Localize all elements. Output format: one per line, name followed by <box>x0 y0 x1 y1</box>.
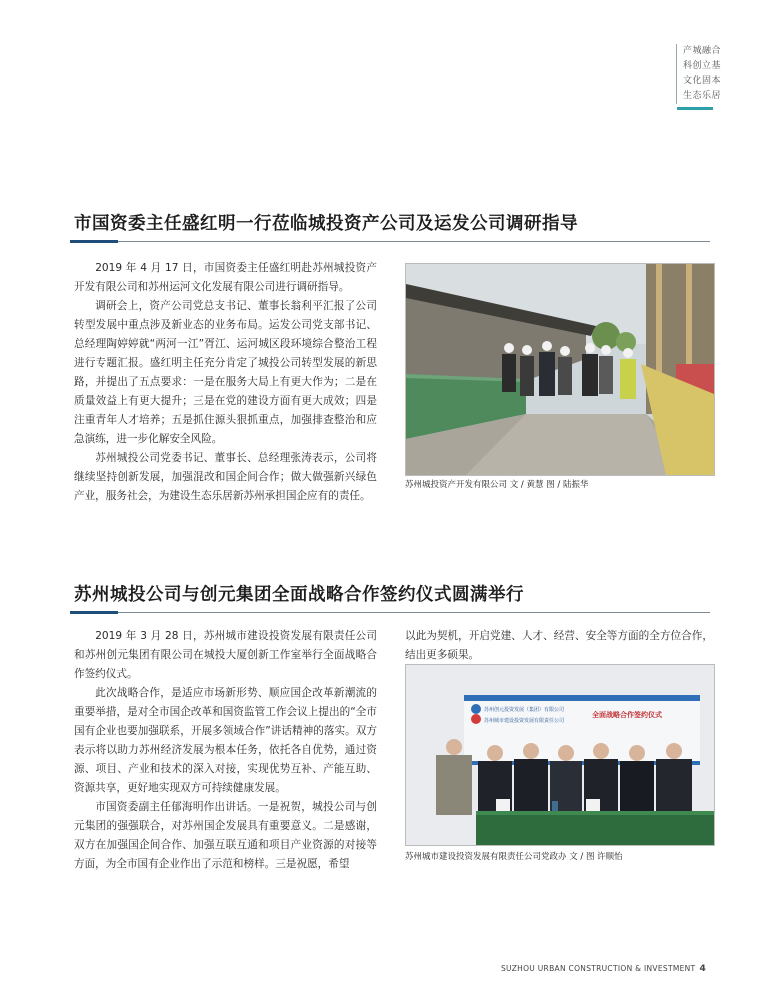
slogan-item: 产城融合 <box>683 46 722 56</box>
page-number: 4 <box>699 964 706 974</box>
signing-ceremony-image <box>406 665 714 845</box>
article2-divider <box>70 612 710 613</box>
slogan-accent-bar <box>677 107 713 110</box>
article2-paragraph: 市国资委副主任郁海明作出讲话。一是祝贺，城投公司与创元集团的强强联合，对苏州国企发展具有重要意义。二是感谢，双方在加强国企间合作、加强互联互通和项目产业资源的对接等方面，为全市国有企业作出了示范和榜样。三是祝愿，希望 <box>74 801 377 870</box>
article1-accent-bar <box>70 240 118 243</box>
article2-paragraph: 2019 年 3 月 28 日，苏州城市建设投资发展有限责任公司和苏州创元集团有限公司在城投大厦创新工作室举行全面战略合作签约仪式。 <box>74 630 377 680</box>
article1-caption: 苏州城投资产开发有限公司 文 / 黄慧 图 / 陆振华 <box>405 480 589 490</box>
article1-paragraph: 调研会上，资产公司党总支书记、董事长翁利平汇报了公司转型发展中重点涉及新业态的业务布局。运发公司党支部书记、总经理陶婷婷就“两河一江”胥江、运河城区段环境综合整治工程进行专题汇报。盛红明主任充分肯定了城投公司转型发展的新思路，并提出了五点要求：一是在服务大局上有更大作为；二是在质量效益上有更大提升；三是在党的建设方面有更大成效；四是注重青年人才培养；五是抓住源头狠抓重点，加强排查整治和应急演练，进一步化解安全风险。 <box>74 300 377 445</box>
banner-line1: 苏州创元投资发展（集团）有限公司 <box>484 707 565 713</box>
banner-line2: 苏州城市建设投资发展有限责任公司 <box>484 718 565 724</box>
footer-magazine-name: SUZHOU URBAN CONSTRUCTION & INVESTMENT <box>501 964 696 973</box>
article1-divider <box>70 241 710 242</box>
article2-body-right <box>405 627 713 665</box>
article2-body-left <box>74 627 377 874</box>
inspection-scene-image <box>406 264 714 475</box>
article1-photo <box>405 263 715 476</box>
article1-paragraph: 2019 年 4 月 17 日，市国资委主任盛红明赴苏州城投资产开发有限公司和苏州运河文化发展有限公司进行调研指导。 <box>74 262 377 293</box>
slogan-item: 科创立基 <box>683 61 722 71</box>
article2-accent-bar <box>70 611 118 614</box>
article2-caption: 苏州城市建设投资发展有限责任公司党政办 文 / 图 许顺怡 <box>405 852 623 862</box>
slogan-list <box>676 44 747 104</box>
article2-paragraph: 此次战略合作，是适应市场新形势、顺应国企改革新潮流的重要举措，是对全市国企改革和国资监管工作会议上提出的“全市国有企业也要加强联系，开展多领域合作”讲话精神的落实。双方表示将以助力苏州经济发展为根本任务，依托各自优势，通过资源、项目、产业和技术的深入对接，实现优势互补、产能互助、资源共享，更好地实现双方可持续健康发展。 <box>74 687 377 794</box>
banner-title: 全面战略合作签约仪式 <box>592 711 662 719</box>
article2-paragraph: 以此为契机，开启党建、人才、经营、安全等方面的全方位合作，结出更多硕果。 <box>405 630 713 661</box>
article1-title: 市国资委主任盛红明一行莅临城投资产公司及运发公司调研指导 <box>74 214 578 234</box>
article1-paragraph: 苏州城投公司党委书记、董事长、总经理张涛表示，公司将继续坚持创新发展，加强混改和国企间合作；做大做强新兴绿色产业，服务社会，为建设生态乐居新苏州承担国企应有的责任。 <box>74 452 377 502</box>
slogan-item: 生态乐居 <box>683 91 722 101</box>
page-footer <box>501 964 706 974</box>
article2-title: 苏州城投公司与创元集团全面战略合作签约仪式圆满举行 <box>74 585 524 605</box>
article1-body <box>74 259 377 506</box>
slogan-item: 文化固本 <box>683 76 722 86</box>
article2-photo <box>405 664 715 846</box>
